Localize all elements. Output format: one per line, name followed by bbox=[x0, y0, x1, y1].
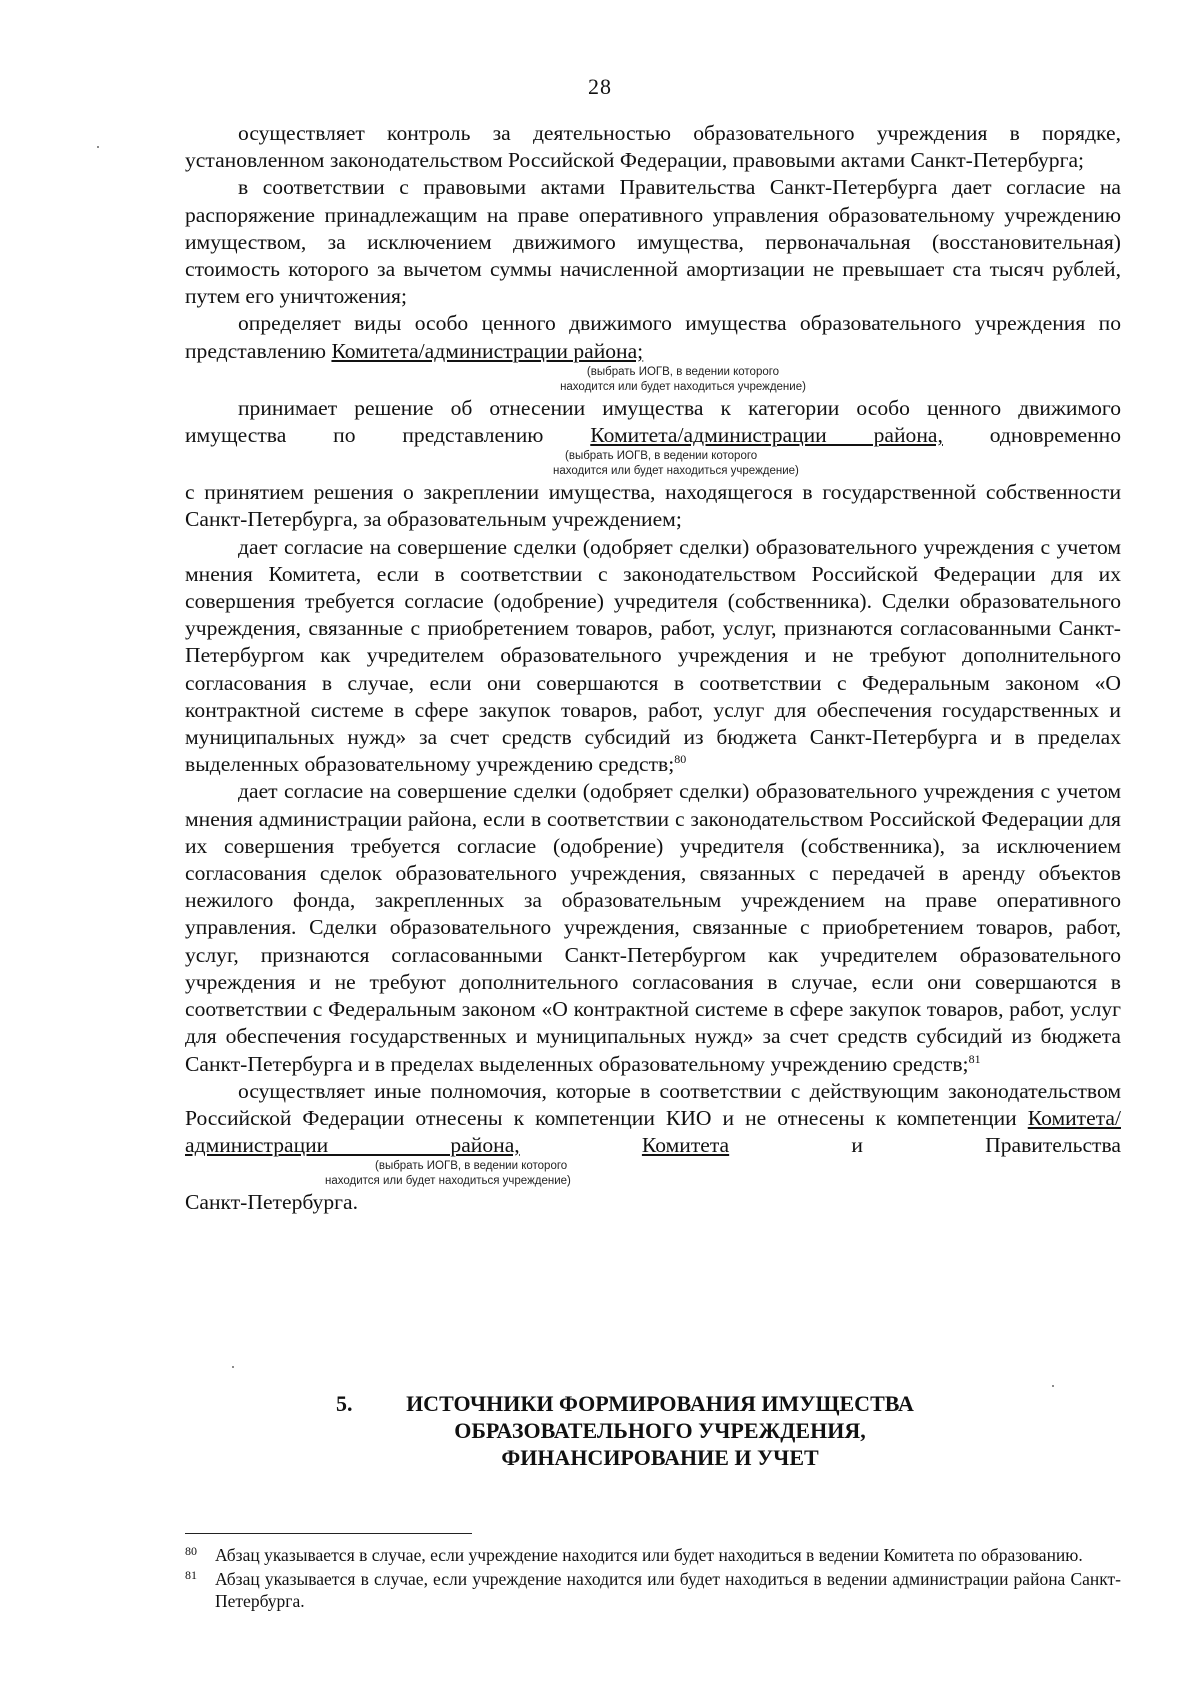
hint-line: (выбрать ИОГВ, в ведении которого bbox=[586, 365, 780, 378]
footnotes bbox=[185, 1544, 1121, 1614]
iogv-placeholder: Комитета/администрации района, bbox=[590, 423, 943, 448]
hint-line: находится или будет находиться учреждение) bbox=[553, 465, 799, 478]
hint-line: (выбрать ИОГВ, в ведении которого bbox=[375, 1160, 568, 1173]
paragraph-consent-district bbox=[185, 778, 1121, 1077]
paragraph-text: осуществляет иные полномочия, которые в соответствии с действующим законодательством Российской Федерации отнесены к компетенции КИО и не отнесены к компетенции bbox=[185, 1078, 1121, 1130]
footnote-text: Абзац указывается в случае, если учреждение находится или будет находиться в ведении Комитета по образованию. bbox=[215, 1545, 1083, 1565]
paragraph-text: и Правительства bbox=[729, 1133, 1121, 1158]
section-heading bbox=[336, 1390, 980, 1471]
footnote-ref: 81 bbox=[968, 1051, 981, 1066]
iogv-hint bbox=[185, 1159, 1121, 1189]
section-title-line: ФИНАНСИРОВАНИЕ И УЧЕТ bbox=[501, 1445, 819, 1470]
iogv-hint bbox=[185, 449, 1121, 479]
paragraph-assignment bbox=[185, 395, 1121, 449]
paragraph-text: дает согласие на совершение сделки (одобряет сделки) образовательного учреждения с учетом мнения Комитета, если в соответствии с законодательством Российской Федерации для их совершения требуется согласие (одобрение) учредителя (собственника). Сделки образовательного учреждения, связанные с приобретением товаров, работ, услуг, признаются согласованными Санкт-Петербургом как учредителем образовательного учреждения и не требуют дополнительного согласования в случае, если они совершаются в соответствии с Федеральным законом «О контрактной системе в сфере закупок товаров, работ, услуг для обеспечения государственных и муниципальных нужд» за счет средств субсидий из бюджета Санкт-Петербурга и в пределах выделенных образовательному учреждению средств; bbox=[185, 534, 1121, 777]
paragraph-other-powers-cont: Санкт-Петербурга. bbox=[185, 1190, 358, 1215]
scan-speck bbox=[97, 146, 99, 148]
document-body bbox=[185, 120, 1121, 1217]
iogv-hint bbox=[185, 365, 1121, 395]
paragraph-consent-disposal: в соответствии с правовыми актами Правительства Санкт-Петербурга дает согласие на распоряжение принадлежащим на праве оперативного управления образовательному учреждению имуществом, за исключением движимого имущества, первоначальная (восстановительная) стоимость которого за вычетом суммы начисленной амортизации не превышает ста тысяч рублей, путем его уничтожения; bbox=[185, 175, 1121, 309]
paragraph-consent-committee bbox=[185, 534, 1121, 779]
iogv-placeholder: Комитета/администрации района, bbox=[185, 1105, 1121, 1158]
scan-speck bbox=[1052, 1385, 1054, 1387]
hint-line: (выбрать ИОГВ, в ведении которого bbox=[565, 450, 758, 463]
hint-line: находится или будет находиться учреждение) bbox=[560, 380, 806, 393]
footnote-separator bbox=[185, 1533, 472, 1534]
page-number: 28 bbox=[588, 74, 612, 99]
section-number: 5. bbox=[336, 1391, 353, 1416]
footnote-mark: 80 bbox=[185, 1544, 197, 1558]
paragraph-defines-types bbox=[185, 310, 1121, 364]
footnote-ref: 80 bbox=[674, 752, 687, 767]
paragraph-text: определяет виды особо ценного движимого имущества образовательного учреждения по представлению bbox=[185, 311, 1121, 363]
footnote-mark: 81 bbox=[185, 1568, 197, 1582]
hint-line: находится или будет находиться учреждение) bbox=[325, 1175, 571, 1188]
paragraph-text: принимает решение об отнесении имущества к категории особо ценного движимого имущества по представлению bbox=[185, 395, 1121, 448]
paragraph-text: дает согласие на совершение сделки (одобряет сделки) образовательного учреждения с учетом мнения администрации района, если в соответствии с законодательством Российской Федерации для их совершения требуется согласие (одобрение) учредителя (собственника), за исключением согласования сделок образовательного учреждения, связанных с передачей в аренду объектов нежилого фонда, закрепленных за образовательным учреждением на праве оперативного управления. Сделки образовательного учреждения, связанные с приобретением товаров, работ, услуг, признаются согласованными Санкт-Петербургом как учредителем образовательного учреждения и не требуют дополнительного согласования в случае, если они совершаются в соответствии с Федеральным законом «О контрактной системе в сфере закупок товаров, работ, услуг для обеспечения государственных и муниципальных нужд» за счет средств субсидий из бюджета Санкт-Петербурга и в пределах выделенных образовательному учреждению средств; bbox=[185, 779, 1121, 1076]
section-title-line: ИСТОЧНИКИ ФОРМИРОВАНИЯ ИМУЩЕСТВА bbox=[406, 1391, 914, 1416]
paragraph-control: осуществляет контроль за деятельностью образовательного учреждения в порядке, установленном законодательством Российской Федерации, правовыми актами Санкт-Петербурга; bbox=[185, 121, 1121, 173]
footnote-text: Абзац указывается в случае, если учреждение находится или будет находиться в ведении администрации района Санкт-Петербурга. bbox=[215, 1569, 1121, 1611]
paragraph-other-powers bbox=[185, 1078, 1121, 1160]
committee-placeholder: Комитета bbox=[641, 1133, 730, 1158]
scan-speck bbox=[232, 1366, 234, 1368]
footnote-81 bbox=[185, 1568, 1121, 1612]
footnote-80 bbox=[185, 1544, 1121, 1566]
paragraph-assignment-cont: с принятием решения о закреплении имущества, находящегося в государственной собственности Санкт-Петербурга, за образовательным учреждением; bbox=[185, 480, 1121, 532]
iogv-placeholder: Комитета/администрации района; bbox=[331, 338, 644, 363]
section-title-line: ОБРАЗОВАТЕЛЬНОГО УЧРЕЖДЕНИЯ, bbox=[454, 1418, 866, 1443]
paragraph-text: одновременно bbox=[942, 423, 1122, 448]
